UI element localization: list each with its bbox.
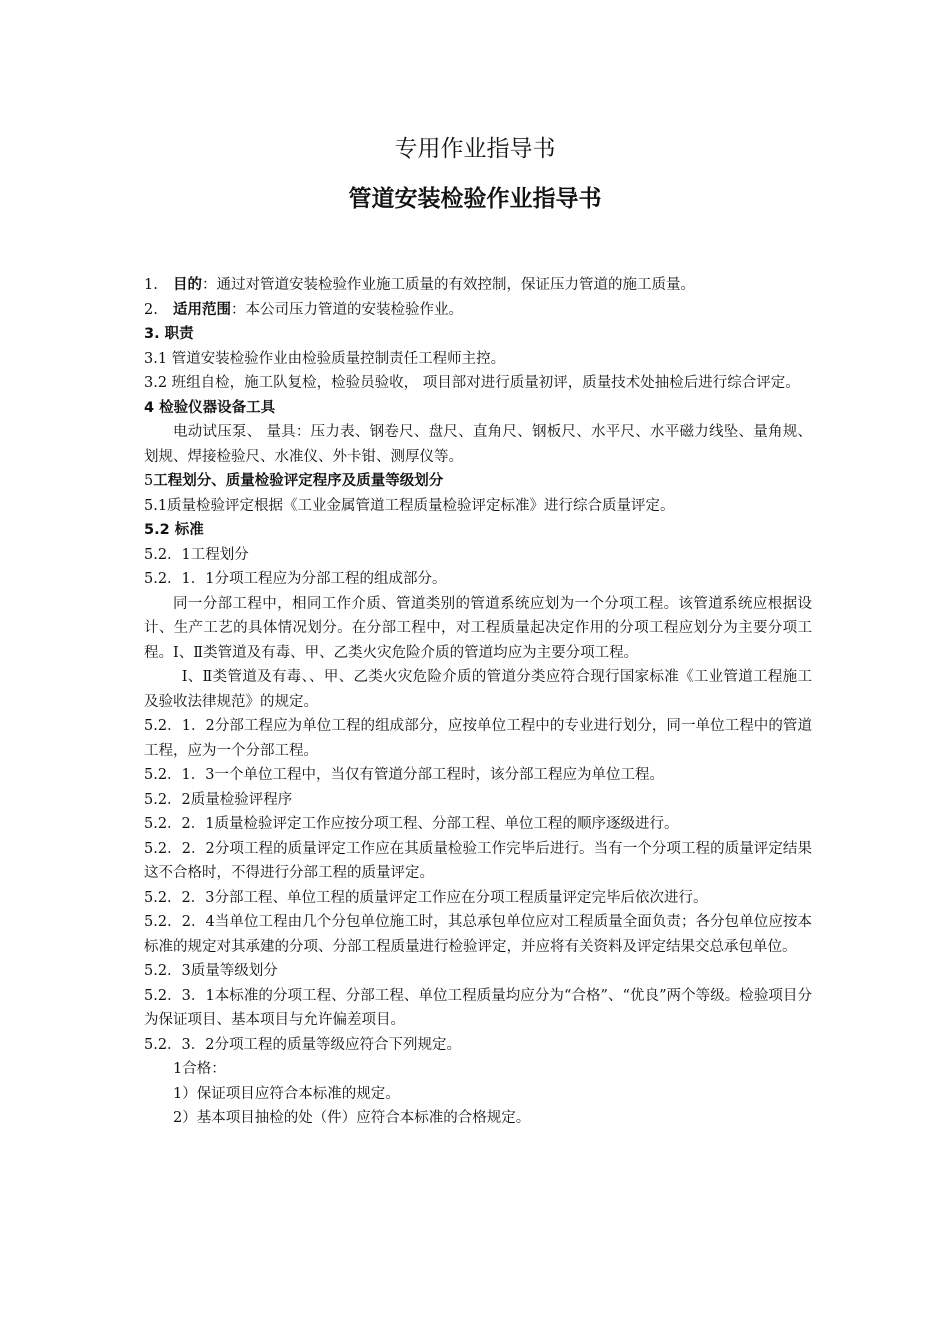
section-5-title: 工程划分、质量检验评定程序及质量等级划分 [153, 473, 444, 489]
section-5-1: 5.1质量检验评定根据《工业金属管道工程质量检验评定标准》进行综合质量评定。 [144, 497, 675, 514]
section-3-heading: 3. 职责 [144, 326, 194, 342]
section-5-2-2-1: 5.2．2．1质量检验评定工作应按分项工程、分部工程、单位工程的顺序逐级进行。 [144, 816, 679, 832]
section-5-2-1: 5.2．1工程划分 [144, 546, 249, 563]
section-4-heading: 4 检验仪器设备工具 [144, 399, 276, 416]
document-subtitle: 管道安装检验作业指导书 [348, 186, 602, 212]
section-2-text: ：本公司压力管道的安装检验作业。 [231, 301, 463, 318]
paragraph-classification: Ⅰ、Ⅱ类管道及有毒、、甲、乙类火灾危险介质的管道分类应符合现行国家标准《工业管道工程施工及验收法律规范》的规定。 [144, 669, 812, 710]
pass-item-1: 1）保证项目应符合本标准的规定。 [173, 1085, 400, 1102]
section-3-2: 3.2 班组自检，施工队复检，检验员验收， 项目部对进行质量初评，质量技术处抽检后进行综合评定。 [144, 375, 800, 391]
section-1 [144, 273, 812, 298]
pass-heading: 1合格： [173, 1061, 226, 1077]
section-5-2-1-2: 5.2．1．2分部工程应为单位工程的组成部分，应按单位工程中的专业进行划分，同一单位工程中的管道工程，应为一个分部工程。 [144, 718, 812, 759]
section-2 [144, 298, 812, 323]
section-5-2-1-3: 5.2．1．3一个单位工程中，当仅有管道分部工程时，该分部工程应为单位工程。 [144, 767, 665, 783]
document-title: 专用作业指导书 [394, 136, 556, 162]
section-5-2-2-2: 5.2．2．2分项工程的质量评定工作应在其质量检验工作完毕后进行。当有一个分项工程的质量评定结果这不合格时，不得进行分部工程的质量评定。 [144, 840, 812, 881]
section-5-2-3-2: 5.2．3．2分项工程的质量等级应符合下列规定。 [144, 1036, 462, 1053]
section-2-number: 2. [144, 301, 158, 318]
section-4-text: 电动试压泵、 量具：压力表、钢卷尺、盘尺、直角尺、钢板尺、水平尺、水平磁力线坠、量角规、划规、焊接检验尺、水准仪、外卡钳、测厚仪等。 [144, 424, 812, 465]
section-5-heading [144, 469, 812, 494]
section-5-number: 5 [144, 473, 154, 489]
section-5-2-2-3: 5.2．2．3分部工程、单位工程的质量评定工作应在分项工程质量评定完毕后依次进行。 [144, 889, 708, 906]
section-5-2-3: 5.2．3质量等级划分 [144, 963, 278, 979]
section-2-label: 适用范围 [173, 301, 231, 318]
section-1-text: ：通过对管道安装检验作业施工质量的有效控制，保证压力管道的施工质量。 [202, 277, 695, 293]
section-5-2-1-1: 5.2．1．1分项工程应为分部工程的组成部分。 [144, 571, 447, 587]
section-5-2-2-4: 5.2．2．4当单位工程由几个分包单位施工时，其总承包单位应对工程质量全面负责；各分包单位应按本标准的规定对其承建的分项、分部工程质量进行检验评定，并应将有关资料及评定结果交总承包单位。 [144, 914, 812, 955]
section-5-2-3-1: 5.2．3．1本标准的分项工程、分部工程、单位工程质量均应分为“合格”、“优良”两个等级。检验项目分为保证项目、基本项目与允许偏差项目。 [144, 987, 812, 1028]
section-5-2-2: 5.2．2质量检验评程序 [144, 791, 293, 808]
section-1-number: 1. [144, 277, 158, 293]
paragraph-division-rules: 同一分部工程中，相同工作介质、管道类别的管道系统应划为一个分项工程。该管道系统应根据设计、生产工艺的具体情况划分。在分部工程中，对工程质量起决定作用的分项工程应划分为主要分项工程。Ⅰ、Ⅱ类管道及有毒、甲、乙类火灾危险介质的管道均应为主要分项工程。 [144, 595, 812, 661]
document-body [144, 273, 812, 1131]
section-1-label: 目的 [173, 277, 202, 293]
section-3-1: 3.1 管道安装检验作业由检验质量控制责任工程师主控。 [144, 350, 506, 367]
section-5-2-heading: 5.2 标准 [144, 522, 204, 538]
pass-item-2: 2）基本项目抽检的处（件）应符合本标准的合格规定。 [173, 1110, 531, 1126]
